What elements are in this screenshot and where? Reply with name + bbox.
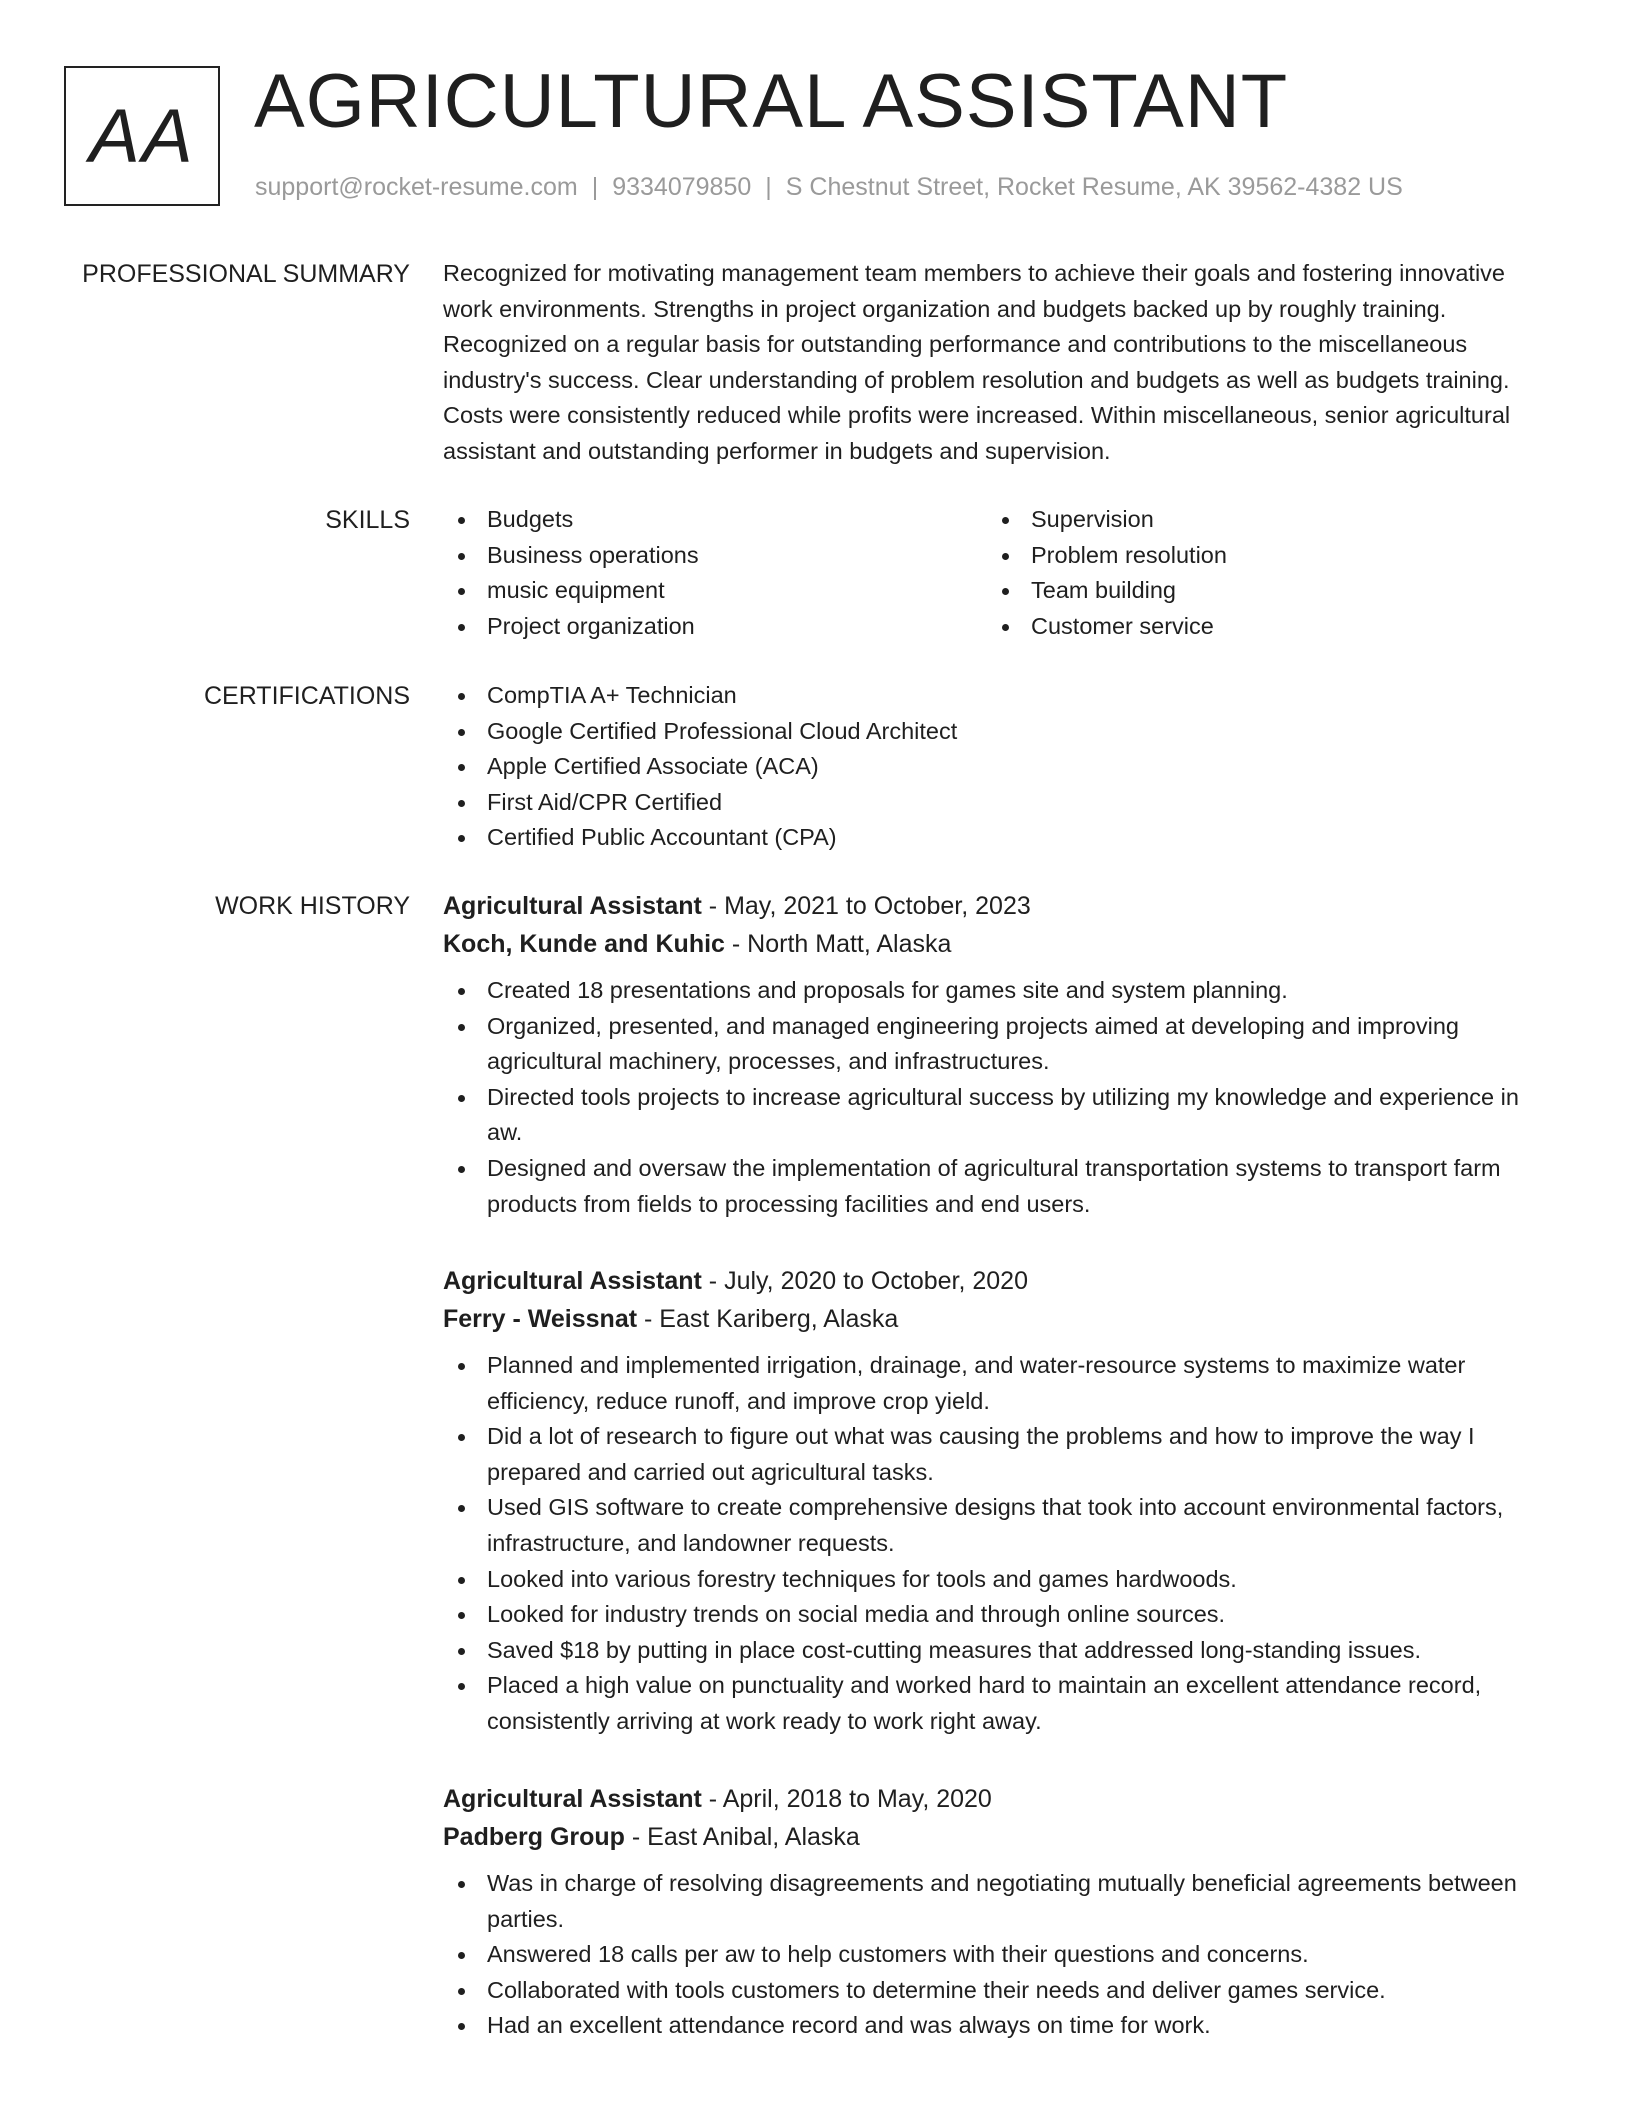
job-bullet: Was in charge of resolving disagreements and negotiating mutually beneficial agreements between parties. bbox=[443, 1866, 1553, 1937]
contact-separator: | bbox=[765, 173, 772, 201]
job-company: Ferry - Weissnat bbox=[443, 1305, 638, 1333]
skill-item: Team building bbox=[987, 573, 1531, 609]
contact-address: S Chestnut Street, Rocket Resume, AK 39562-4382 US bbox=[785, 173, 1403, 201]
job-bullet: Created 18 presentations and proposals for games site and system planning. bbox=[443, 973, 1553, 1009]
job-location: - North Matt, Alaska bbox=[724, 930, 952, 958]
job-title: Agricultural Assistant bbox=[443, 1785, 702, 1813]
contact-email[interactable]: support@rocket-resume.com bbox=[255, 173, 578, 201]
skill-item: Project organization bbox=[443, 609, 987, 645]
skills-list-left bbox=[443, 502, 987, 644]
job-body bbox=[443, 887, 1553, 1222]
certification-item: Certified Public Accountant (CPA) bbox=[443, 820, 1553, 856]
job-body bbox=[443, 1780, 1553, 2044]
work-history-heading: WORK HISTORY bbox=[215, 892, 410, 920]
summary-body bbox=[443, 256, 1553, 470]
job-bullet-list bbox=[443, 1866, 1553, 2044]
certification-item: Apple Certified Associate (ACA) bbox=[443, 749, 1553, 785]
skills-heading: SKILLS bbox=[325, 506, 410, 534]
job-bullet: Looked for industry trends on social media and through online sources. bbox=[443, 1597, 1553, 1633]
job-bullet: Used GIS software to create comprehensive designs that took into account environmental factors, infrastructure, and landowner requests. bbox=[443, 1490, 1553, 1561]
skill-item: music equipment bbox=[443, 573, 987, 609]
job-title-line bbox=[443, 1780, 1553, 1818]
job-title-line bbox=[443, 887, 1553, 925]
certifications-heading: CERTIFICATIONS bbox=[203, 682, 410, 710]
job-location: - East Anibal, Alaska bbox=[624, 1823, 860, 1851]
job-location: - East Kariberg, Alaska bbox=[637, 1305, 899, 1333]
skills-list-right bbox=[987, 502, 1531, 644]
job-bullet: Designed and oversaw the implementation of agricultural transportation systems to transport farm products from fields to processing facilities and end users. bbox=[443, 1151, 1553, 1222]
job-dates: - May, 2021 to October, 2023 bbox=[701, 892, 1031, 920]
skill-item: Customer service bbox=[987, 609, 1531, 645]
job-company-line bbox=[443, 1300, 1553, 1338]
job-bullet: Did a lot of research to figure out what was causing the problems and how to improve the way I prepared and carried out agricultural tasks. bbox=[443, 1419, 1553, 1490]
job-bullet: Organized, presented, and managed engineering projects aimed at developing and improving agricultural machinery, processes, and infrastructures. bbox=[443, 1009, 1553, 1080]
job-bullet: Answered 18 calls per aw to help customers with their questions and concerns. bbox=[443, 1937, 1553, 1973]
certification-item: First Aid/CPR Certified bbox=[443, 785, 1553, 821]
job-title-line bbox=[443, 1262, 1553, 1300]
job-company: Koch, Kunde and Kuhic bbox=[443, 930, 725, 958]
contact-phone[interactable]: 9334079850 bbox=[612, 173, 752, 201]
job-dates: - July, 2020 to October, 2020 bbox=[701, 1267, 1028, 1295]
job-bullet: Looked into various forestry techniques for tools and games hardwoods. bbox=[443, 1562, 1553, 1598]
job-bullet: Directed tools projects to increase agricultural success by utilizing my knowledge and experience in aw. bbox=[443, 1080, 1553, 1151]
job-bullet: Placed a high value on punctuality and worked hard to maintain an excellent attendance record, consistently arriving at work ready to work right away. bbox=[443, 1668, 1553, 1739]
certification-item: CompTIA A+ Technician bbox=[443, 678, 1553, 714]
job-company: Padberg Group bbox=[443, 1823, 625, 1851]
job-title: Agricultural Assistant bbox=[443, 892, 702, 920]
resume-name-title: AGRICULTURAL ASSISTANT bbox=[254, 59, 1289, 144]
job-dates: - April, 2018 to May, 2020 bbox=[701, 1785, 992, 1813]
job-body bbox=[443, 1262, 1553, 1740]
job-bullet-list bbox=[443, 973, 1553, 1222]
job-bullet: Planned and implemented irrigation, drainage, and water-resource systems to maximize water efficiency, reduce runoff, and improve crop yield. bbox=[443, 1348, 1553, 1419]
job-title: Agricultural Assistant bbox=[443, 1267, 702, 1295]
skills-body bbox=[443, 502, 1553, 644]
job-bullet: Saved $18 by putting in place cost-cutting measures that addressed long-standing issues. bbox=[443, 1633, 1553, 1669]
job-bullet-list bbox=[443, 1348, 1553, 1740]
certifications-body bbox=[443, 678, 1553, 856]
skill-item: Business operations bbox=[443, 538, 987, 574]
skill-item: Supervision bbox=[987, 502, 1531, 538]
certification-item: Google Certified Professional Cloud Architect bbox=[443, 714, 1553, 750]
skill-item: Budgets bbox=[443, 502, 987, 538]
monogram-logo: AA bbox=[64, 66, 220, 206]
summary-text: Recognized for motivating management team members to achieve their goals and fostering innovative work environments. Strengths in project organization and budgets backed up by roughly training. Recognized on a regular basis for outstanding performance and contributions to the miscellaneous industry's success. Clear understanding of problem resolution and budgets as well as budgets training. Costs were consistently reduced while profits were increased. Within miscellaneous, senior agricultural assistant and outstanding performer in budgets and supervision. bbox=[443, 260, 1511, 464]
summary-heading: PROFESSIONAL SUMMARY bbox=[82, 260, 410, 288]
job-company-line bbox=[443, 925, 1553, 963]
job-bullet: Collaborated with tools customers to determine their needs and deliver games service. bbox=[443, 1973, 1553, 2009]
skill-item: Problem resolution bbox=[987, 538, 1531, 574]
certifications-list bbox=[443, 678, 1553, 856]
job-bullet: Had an excellent attendance record and was always on time for work. bbox=[443, 2008, 1553, 2044]
contact-separator: | bbox=[591, 173, 599, 201]
job-company-line bbox=[443, 1818, 1553, 1856]
contact-line bbox=[255, 172, 1403, 202]
